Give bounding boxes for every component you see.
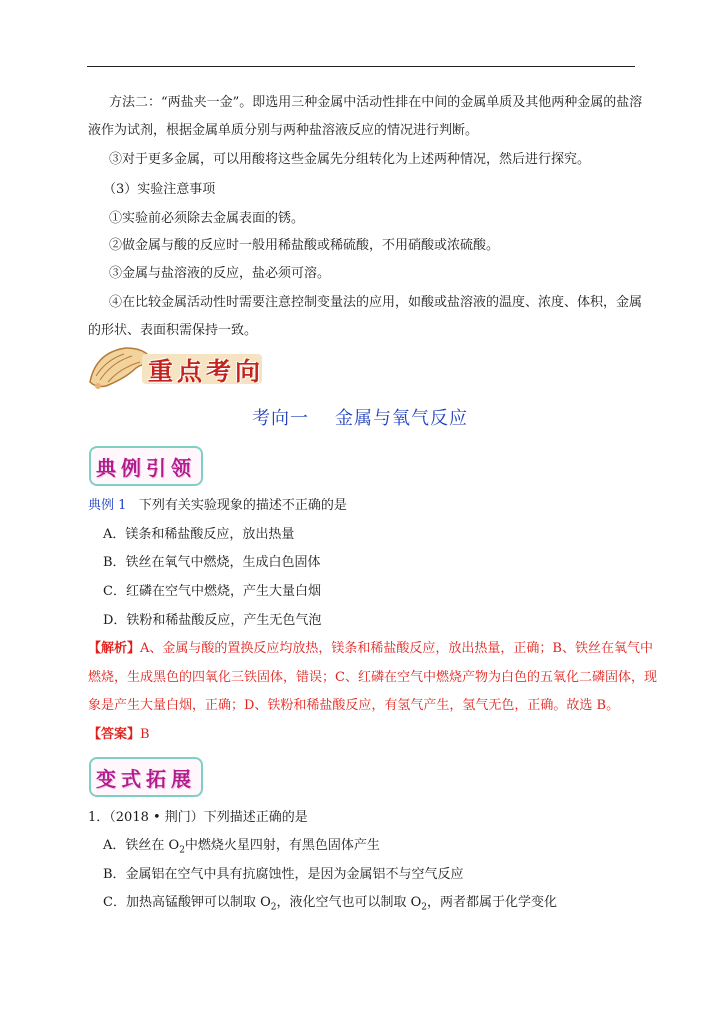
method2-line1: 方法二：“两盐夹一金”。即选用三种金属中活动性排在中间的金属单质及其他两种金属的盐溶 [109,95,643,110]
q1-option-a [103,837,380,860]
analysis-line2: 燃烧，生成黑色的四氧化三铁固体，错误；C、红磷在空气中燃烧产物为白色的五氧化二磷固体，现 [88,670,657,685]
q1-option-c-text-2: ，液化空气也可以制取 O [276,895,422,910]
section-title [0,404,720,430]
header-rule [87,66,635,67]
answer-value: B [140,727,150,742]
note-3: ③金属与盐溶液的反应，盐必须可溶。 [109,266,331,281]
section-name: 金属与氧气反应 [335,408,468,429]
example-question-line [88,497,347,515]
note-4-line1: ④在比较金属活动性时需要注意控制变量法的应用，如酸或盐溶液的温度、浓度、体积，金属 [109,295,643,310]
subscript: 2 [421,902,428,913]
section-number: 考向一 [252,408,309,429]
option-c: C．红磷在空气中燃烧，产生大量白烟 [103,584,321,599]
q1-stem: 1．（2018 • 荆门）下列描述正确的是 [88,810,308,825]
q1-option-a-text-1: A．铁丝在 O [103,838,180,853]
analysis-line1 [88,640,653,658]
q1-option-c [103,894,557,917]
q1-option-a-text-2: 中燃烧火星四射，有黑色固体产生 [184,838,380,853]
variant-box-label: 变式拓展 [96,766,196,791]
analysis-tag: 【解析】 [88,641,141,656]
note-4-line2: 的形状、表面积需保持一致。 [88,323,258,338]
variant-box [89,757,203,797]
subscript: 2 [179,845,185,856]
q1-option-c-text-3: ，两者都属于化学变化 [427,895,558,910]
answer-line [88,726,150,744]
answer-tag: 【答案】 [88,727,141,742]
option-a: A．镁条和稀盐酸反应，放出热量 [103,527,295,542]
key-direction-banner [86,342,266,394]
option-b: B．铁丝在氧气中燃烧，生成白色固体 [103,555,321,570]
analysis-text-1: A、金属与酸的置换反应均放热，镁条和稀盐酸反应，放出热量，正确；B、铁丝在氧气中 [140,641,653,656]
q1-option-c-text-1: C．加热高锰酸钾可以制取 O [103,895,271,910]
option-d: D．铁粉和稀盐酸反应，产生无色气泡 [103,613,322,628]
note-2: ②做金属与酸的反应时一般用稀盐酸或稀硫酸，不用硝酸或浓硫酸。 [109,238,500,253]
method2-line2: 液作为试剂，根据金属单质分别与两种盐溶液反应的情况进行判断。 [88,123,479,138]
example-question: 下列有关实验现象的描述不正确的是 [138,498,347,513]
example-tag: 典例 1 [88,498,127,513]
subscript: 2 [270,902,277,913]
q1-option-b: B．金属铝在空气中具有抗腐蚀性，是因为金属铝不与空气反应 [103,867,464,882]
note-1: ①实验前必须除去金属表面的锈。 [109,211,305,226]
example-box [89,446,203,486]
item3-text: ③对于更多金属，可以用酸将这些金属先分组转化为上述两种情况，然后进行探究。 [109,152,591,167]
example-box-label: 典例引领 [96,455,196,480]
notes-heading: （3）实验注意事项 [103,182,216,197]
banner-label: 重点考向 [148,357,265,386]
analysis-line3: 象是产生大量白烟，正确；D、铁粉和稀盐酸反应，有氢气产生，氢气无色，正确。故选 B。 [88,698,620,713]
